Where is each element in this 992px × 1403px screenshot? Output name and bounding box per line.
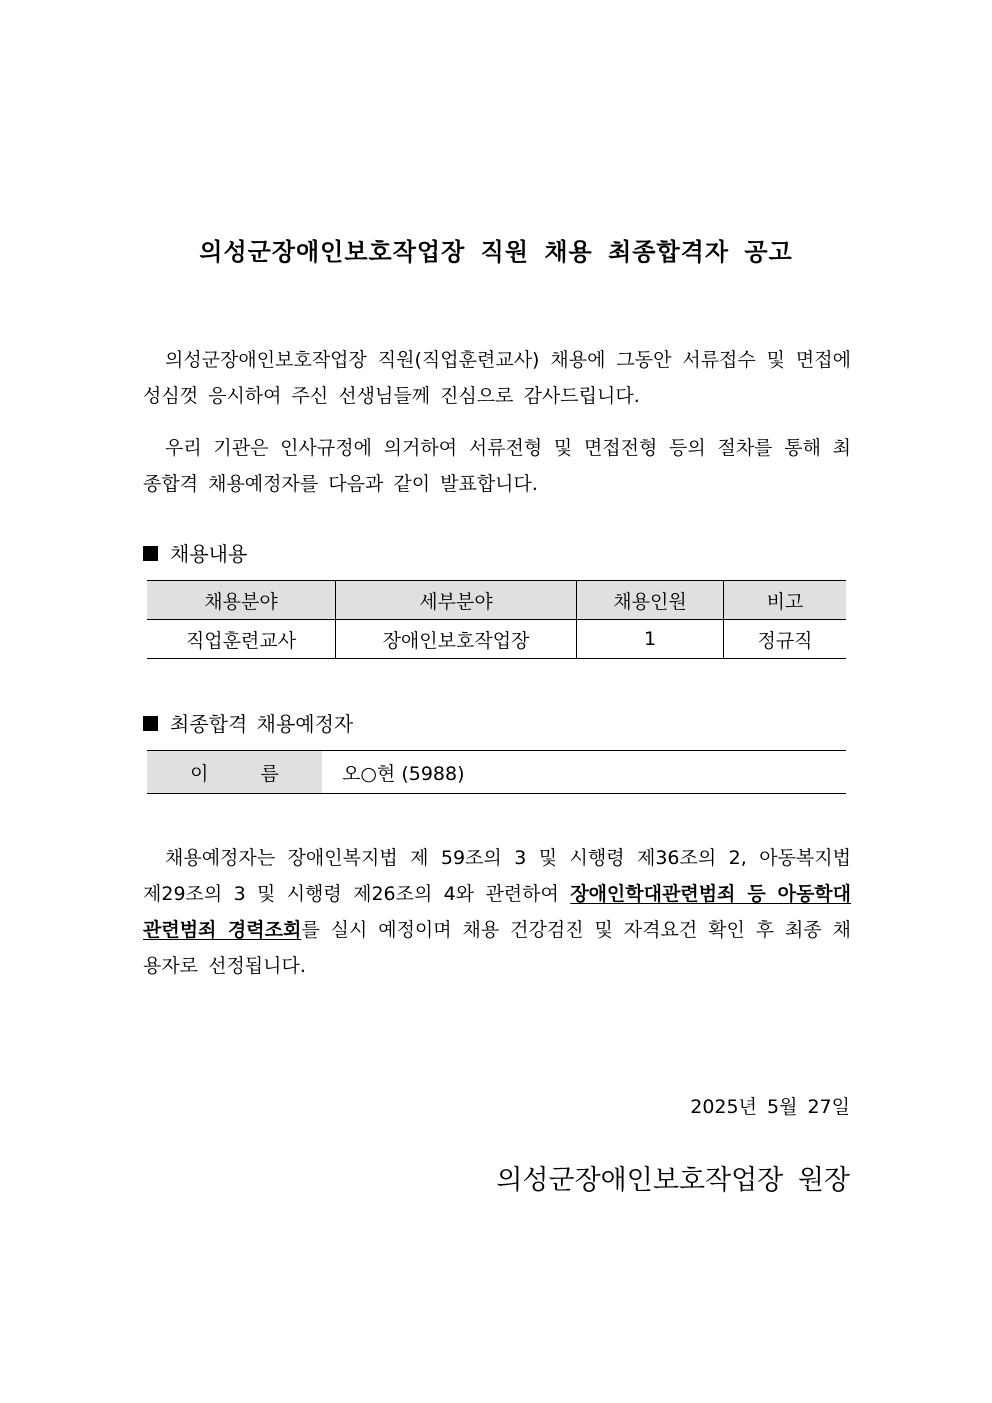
announcement-date: 2025년 5월 27일 bbox=[690, 1096, 850, 1118]
name-label bbox=[147, 751, 322, 793]
intro-paragraph bbox=[143, 342, 851, 414]
section-title: 최종합격 채용예정자 bbox=[170, 712, 354, 736]
notice-text-before: 채용예정자는 장애인복지법 제 59조의 3 및 시행령 제36조의 2, 아동복지법 제29조의 3 및 시행령 제26조의 4와 관련하여 bbox=[143, 847, 851, 905]
section-final-candidates bbox=[143, 708, 353, 737]
announcement-paragraph bbox=[143, 430, 851, 502]
column-header: 채용인원 bbox=[577, 581, 724, 620]
table-cell: 정규직 bbox=[724, 620, 847, 659]
table-cell: 1 bbox=[577, 620, 724, 659]
notice-text-after: 를 실시 예정이며 채용 건강검진 및 자격요건 확인 후 최종 채용자로 선정됩니다. bbox=[143, 919, 851, 977]
name-label-char: 름 bbox=[260, 762, 279, 785]
table-header-row bbox=[147, 581, 846, 620]
page-title: 의성군장애인보호작업장 직원 채용 최종합격자 공고 bbox=[199, 238, 793, 266]
finalist-table bbox=[147, 750, 846, 794]
table-cell: 직업훈련교사 bbox=[147, 620, 336, 659]
section-title: 채용내용 bbox=[170, 542, 248, 566]
table-cell: 장애인보호작업장 bbox=[336, 620, 577, 659]
square-bullet-icon bbox=[143, 716, 158, 731]
column-header: 세부분야 bbox=[336, 581, 577, 620]
finalist-name: 오○현 (5988) bbox=[342, 762, 465, 785]
column-header: 비고 bbox=[724, 581, 847, 620]
name-label-char: 이 bbox=[190, 762, 209, 785]
recruitment-table bbox=[147, 580, 846, 659]
square-bullet-icon bbox=[143, 546, 158, 561]
notice-paragraph bbox=[143, 840, 851, 984]
section-recruitment-details bbox=[143, 538, 247, 567]
intro-text: 의성군장애인보호작업장 직원(직업훈련교사) 채용에 그동안 서류접수 및 면접에 성심껏 응시하여 주신 선생님들께 진심으로 감사드립니다. bbox=[143, 349, 851, 407]
notice-emphasis: 장애인학대관련범죄 등 아동학대관련범죄 경력조회 bbox=[143, 883, 852, 941]
column-header: 채용분야 bbox=[147, 581, 336, 620]
signer: 의성군장애인보호작업장 원장 bbox=[496, 1165, 850, 1196]
table-row bbox=[147, 620, 846, 659]
announcement-text: 우리 기관은 인사규정에 의거하여 서류전형 및 면접전형 등의 절차를 통해 최종합격 채용예정자를 다음과 같이 발표합니다. bbox=[143, 437, 851, 495]
